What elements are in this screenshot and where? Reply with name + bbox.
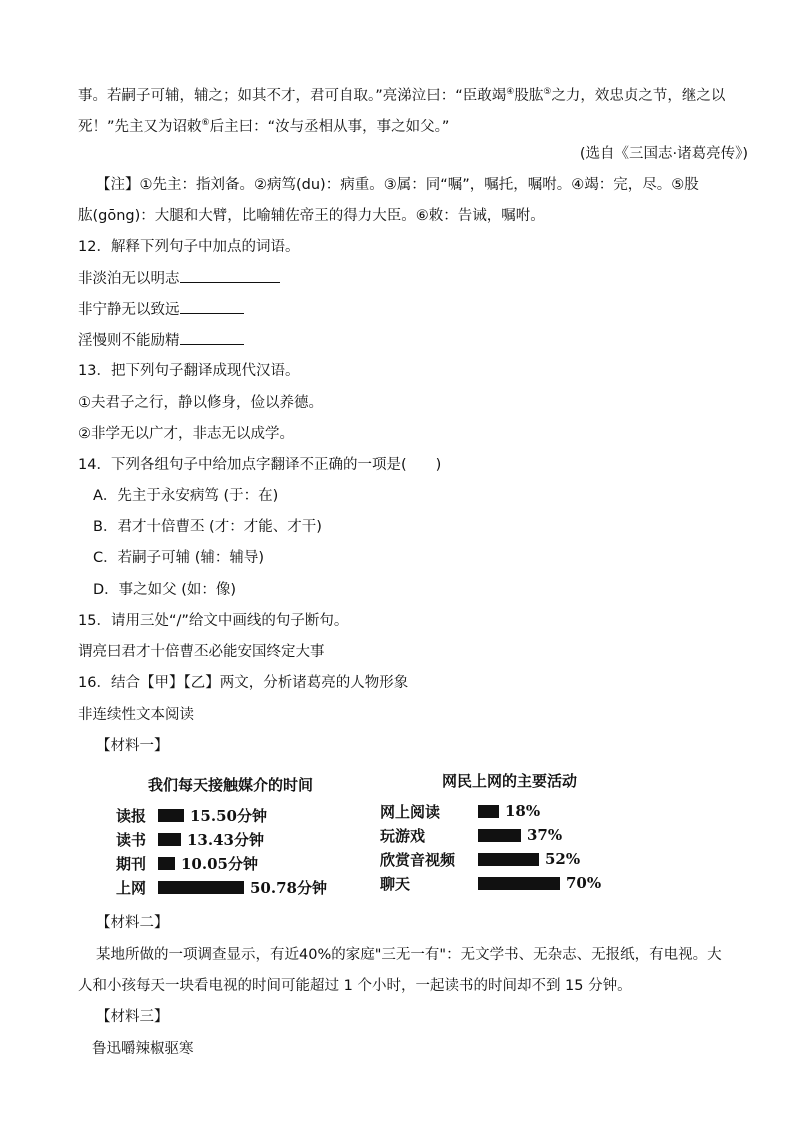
passage-line-2	[78, 113, 449, 137]
question-15: 15．请用三处“/”给文中画线的句子断句。	[78, 613, 349, 629]
bar	[158, 809, 184, 822]
chart-row	[380, 800, 540, 822]
q14-option-b: B．君才十倍曹丕 (才：才能、才干)	[93, 519, 322, 535]
passage-text: 死！”先主又为诏敕	[78, 118, 202, 135]
value-label: 50.78分钟	[250, 878, 327, 897]
category-label: 期刊	[116, 854, 147, 873]
bar	[158, 881, 244, 894]
notes-line-1: 【注】①先主：指刘备。②病笃(du)：病重。③属：同“嘱”，嘱托，嘱咐。④竭：完，尽。⑤股	[96, 177, 699, 193]
q15-sentence: 谓亮曰君才十倍曹丕必能安国终定大事	[78, 644, 325, 660]
q14-option-c: C．若嗣子可辅 (辅：辅导)	[93, 550, 265, 566]
material-1-label: 【材料一】	[96, 738, 169, 754]
category-label: 读报	[116, 806, 147, 825]
bar	[478, 805, 499, 818]
passage-line-1	[78, 82, 725, 106]
section-heading: 非连续性文本阅读	[78, 707, 194, 723]
category-label: 读书	[116, 830, 147, 849]
footnote-marker: ④	[506, 87, 515, 97]
chart-title: 网民上网的主要活动	[442, 772, 578, 790]
question-16: 16．结合【甲】【乙】两文，分析诸葛亮的人物形象	[78, 675, 409, 691]
value-label: 15.50分钟	[190, 806, 267, 825]
category-label: 上网	[116, 878, 147, 897]
chart-row	[116, 876, 327, 898]
footnote-marker: ⑤	[543, 87, 552, 97]
chart-row	[116, 828, 264, 850]
material-2-label: 【材料二】	[96, 915, 169, 931]
chart-row	[380, 872, 601, 894]
category-label: 网上阅读	[380, 802, 441, 821]
value-label: 13.43分钟	[187, 830, 264, 849]
bar	[158, 833, 181, 846]
q12-item-a	[78, 268, 280, 289]
value-label: 70%	[566, 874, 602, 892]
q13-sentence-1: ①夫君子之行，静以修身，俭以养德。	[78, 395, 323, 411]
media-time-chart	[116, 768, 376, 898]
q12-item-text: 非淡泊无以明志	[78, 271, 180, 287]
online-activity-chart	[380, 768, 670, 898]
answer-blank[interactable]	[180, 268, 280, 283]
q14-option-d: D．事之如父 (如：像)	[93, 582, 237, 598]
category-label: 玩游戏	[380, 826, 426, 845]
value-label: 10.05分钟	[181, 854, 258, 873]
question-13: 13．把下列句子翻译成现代汉语。	[78, 363, 300, 379]
question-12: 12．解释下列句子中加点的词语。	[78, 239, 300, 255]
q14-option-a: A．先主于永安病笃 (于：在)	[93, 488, 279, 504]
bar	[478, 829, 521, 842]
q12-item-text: 淫慢则不能励精	[78, 333, 180, 349]
value-label: 18%	[505, 802, 541, 820]
material-3-text: 鲁迅嚼辣椒驱寒	[92, 1041, 194, 1057]
bar	[158, 857, 175, 870]
q12-item-b	[78, 299, 244, 320]
material-3-label: 【材料三】	[96, 1009, 169, 1025]
chart-row	[116, 804, 267, 826]
source-citation: (选自《三国志·诸葛亮传》)	[579, 146, 748, 162]
passage-text: 事。若嗣子可辅，辅之；如其不才，君可自取。”亮涕泣曰：“臣敢竭	[78, 87, 507, 104]
footnote-marker: ⑥	[201, 118, 210, 128]
value-label: 37%	[527, 826, 563, 844]
category-label: 欣赏音视频	[380, 850, 456, 869]
material-2-text-1: 某地所做的一项调查显示，有近40%的家庭"三无一有"：无文学书、无杂志、无报纸，有电视。大	[96, 947, 722, 963]
passage-text: 之力，效忠贞之节，继之以	[551, 87, 726, 104]
chart-row	[116, 852, 258, 874]
value-label: 52%	[545, 850, 581, 868]
q13-sentence-2: ②非学无以广才，非志无以成学。	[78, 426, 294, 442]
question-14: 14．下列各组句子中给加点字翻译不正确的一项是( )	[78, 457, 442, 473]
bar	[478, 853, 539, 866]
chart-row	[380, 848, 580, 870]
answer-blank[interactable]	[180, 330, 244, 345]
material-2-text-2: 人和小孩每天一块看电视的时间可能超过 1 个小时，一起读书的时间却不到 15 分钟。	[78, 978, 632, 994]
passage-text: 股肱	[514, 87, 544, 104]
q12-item-c	[78, 330, 244, 351]
category-label: 聊天	[380, 874, 411, 893]
answer-blank[interactable]	[180, 299, 244, 314]
chart-title: 我们每天接触媒介的时间	[148, 776, 314, 794]
bar	[478, 877, 560, 890]
chart-row	[380, 824, 562, 846]
notes-line-2: 肱(gōng)：大腿和大臂，比喻辅佐帝王的得力大臣。⑥敕：告诫，嘱咐。	[78, 208, 545, 224]
passage-text: 后主曰：“汝与丞相从事，事之如父。”	[209, 118, 450, 135]
q12-item-text: 非宁静无以致远	[78, 302, 180, 318]
